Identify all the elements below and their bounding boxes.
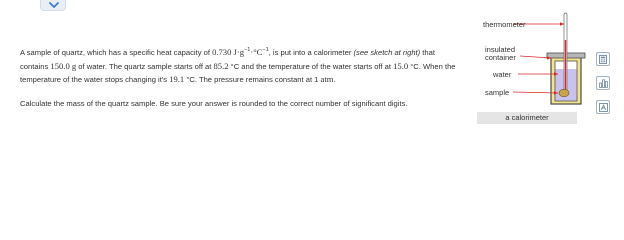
water-mass-value: 150.0 xyxy=(50,60,70,71)
question-text: Calculate the mass of the quartz sample. Be sure your answer is rounded to the correct number of significant digits. xyxy=(20,98,408,108)
heat-capacity-value: 0.730 xyxy=(212,47,232,57)
bar-chart-icon xyxy=(599,79,608,88)
sample-rock xyxy=(559,89,569,97)
pressure-unit: atm xyxy=(320,74,334,84)
sample-label: sample xyxy=(485,88,510,97)
calculator-icon xyxy=(599,55,607,64)
water-label: water xyxy=(493,70,512,79)
periodic-table-icon xyxy=(599,103,608,112)
problem-paragraph: A sample of quartz, which has a specific heat capacity of 0.730 $J\cdot g^{-1}\cdot^\circ C^{-1}$, is put into a calorimeter (see sketch at right) that contains 150.0 g of water. The quartz sample starts off at 85.2 °C and the temperature of the water starts off at 15.0 °C. When the temperature of the water stops changing it's 19.1 °C. The pressure remains constant at 1 atm. xyxy=(20,47,456,84)
calorimeter-sketch xyxy=(478,12,588,110)
unit-joule: J xyxy=(233,47,237,57)
data-chart-button[interactable] xyxy=(596,76,610,90)
thermometer-label: thermometer xyxy=(483,20,526,29)
figure-caption: a calorimeter xyxy=(477,112,577,124)
problem-statement xyxy=(20,44,482,110)
periodic-table-button[interactable] xyxy=(596,100,610,114)
calorimeter-figure xyxy=(478,12,588,110)
sketch-note: (see sketch at right) xyxy=(353,48,421,57)
collapse-toggle-button[interactable] xyxy=(40,0,66,11)
final-temp-value: 19.1 xyxy=(169,74,185,84)
unit-gram: g xyxy=(239,47,245,57)
calculator-button[interactable] xyxy=(596,52,610,66)
quartz-temp-value: 85.2 xyxy=(213,60,229,71)
water-temp-value: 15.0 xyxy=(393,60,409,71)
container-label: container xyxy=(485,53,516,62)
chevron-down-icon xyxy=(49,2,59,9)
insulated-label: insulated xyxy=(485,45,516,54)
